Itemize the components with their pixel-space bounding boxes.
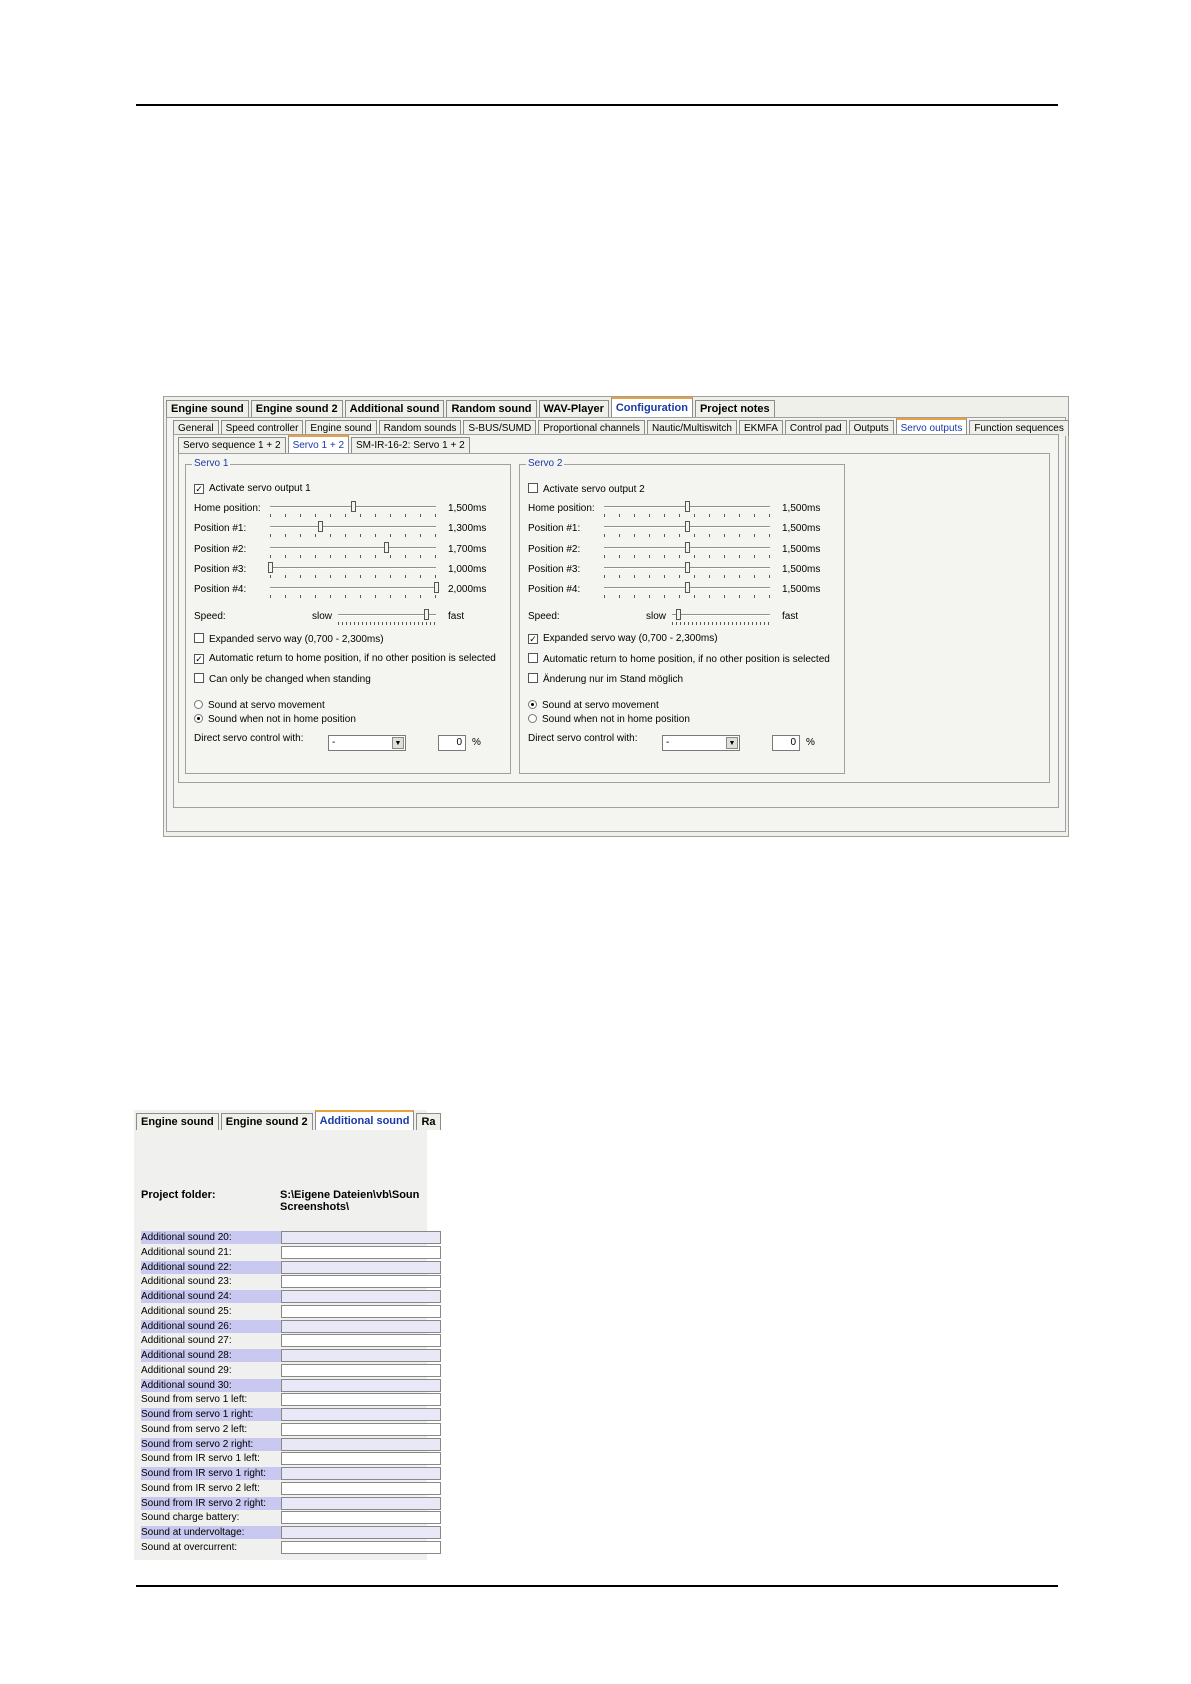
servo2-position-value: 1,500ms (782, 563, 821, 575)
sound-file-field[interactable] (281, 1511, 441, 1524)
config-tab-s-bus-sumd[interactable]: S-BUS/SUMD (463, 420, 536, 436)
servo2-speed-thumb[interactable] (676, 609, 681, 620)
servo2-position-label: Position #2: (528, 543, 581, 555)
sound-row-label: Sound from servo 1 right: (141, 1408, 281, 1421)
sound-row (141, 1423, 431, 1437)
main-tab-additional-sound[interactable]: Additional sound (345, 400, 445, 417)
sound-row-label: Additional sound 24: (141, 1290, 281, 1303)
sound-row-label: Additional sound 27: (141, 1335, 232, 1347)
servo1-position-value: 1,000ms (448, 563, 487, 575)
sound-row (141, 1438, 431, 1452)
servo2-slider-thumb[interactable] (685, 542, 690, 553)
sound-tab-ra[interactable]: Ra (416, 1113, 440, 1130)
servo2-activate-checkbox[interactable] (528, 483, 538, 493)
servo1-slider-ticks (270, 575, 436, 578)
sound-row-label: Sound from servo 2 left: (141, 1423, 248, 1435)
servo2-position-value: 1,500ms (782, 584, 821, 596)
sound-row (141, 1526, 431, 1540)
sound-file-field[interactable] (281, 1364, 441, 1377)
servo2-speed-label: Speed: (528, 611, 560, 622)
sound-row-label: Sound from IR servo 1 left: (141, 1453, 260, 1465)
servo1-auto-return-checkbox[interactable]: ✓ (195, 654, 203, 664)
config-tab-ekmfa[interactable]: EKMFA (739, 420, 783, 436)
servo1-slider-ticks (270, 514, 436, 517)
servo1-speed-thumb[interactable] (424, 609, 429, 620)
servo1-speed-slider[interactable] (338, 612, 436, 626)
servo1-auto-return-row[interactable] (194, 653, 496, 664)
sound-row (141, 1334, 431, 1348)
servo2-chevron-down-icon[interactable]: ▼ (726, 737, 738, 749)
sound-row (141, 1364, 431, 1378)
servo1-expanded-row[interactable] (194, 633, 384, 645)
sound-row-label: Additional sound 26: (141, 1320, 281, 1333)
servo2-standing-label: Änderung nur im Stand möglich (543, 674, 684, 685)
sound-row-label: Additional sound 29: (141, 1364, 232, 1376)
servo1-slider-track (270, 587, 436, 589)
servo-tab-servo-sequence-1-2[interactable]: Servo sequence 1 + 2 (178, 437, 286, 453)
servo-2-group (519, 458, 845, 774)
sound-tab-additional-sound[interactable]: Additional sound (315, 1110, 415, 1130)
servo1-position-label: Position #1: (194, 523, 247, 535)
main-tab-configuration[interactable]: Configuration (611, 397, 693, 417)
servo1-title: Servo 1 (194, 458, 229, 469)
sound-row-label: Additional sound 22: (141, 1261, 281, 1274)
servo2-position-label: Home position: (528, 503, 595, 514)
sound-file-field[interactable] (281, 1320, 441, 1333)
servo2-radio1-label: Sound at servo movement (542, 700, 659, 711)
sound-row (141, 1467, 431, 1481)
sound-file-field[interactable] (281, 1379, 441, 1392)
servo2-position-label: Position #4: (528, 584, 581, 596)
servo1-position-slider[interactable] (270, 524, 436, 538)
servo2-direct-label: Direct servo control with: (528, 733, 638, 744)
servo1-position-label: Position #3: (194, 563, 247, 575)
servo2-speed-slider[interactable] (672, 612, 770, 626)
sound-row-label: Additional sound 23: (141, 1276, 232, 1288)
sound-row-label: Additional sound 30: (141, 1379, 281, 1392)
sound-file-field[interactable] (281, 1423, 441, 1436)
sound-row (141, 1261, 431, 1275)
sound-file-field[interactable] (281, 1497, 441, 1510)
servo-tab-bar (178, 435, 472, 453)
sound-file-field[interactable] (281, 1438, 441, 1451)
servo2-auto-return-checkbox[interactable] (528, 653, 538, 663)
sound-row (141, 1408, 431, 1422)
servo1-chevron-down-icon[interactable]: ▼ (392, 737, 404, 749)
servo2-direct-select[interactable] (662, 735, 740, 751)
servo2-expanded-label: Expanded servo way (0,700 - 2,300ms) (543, 633, 718, 644)
sound-row (141, 1452, 431, 1466)
servo1-position-label: Position #2: (194, 543, 247, 555)
sound-row (141, 1305, 431, 1319)
config-tab-random-sounds[interactable]: Random sounds (379, 420, 462, 436)
servo1-activate-row[interactable] (194, 483, 311, 494)
servo1-slider-track (270, 547, 436, 549)
servo2-slider-ticks (604, 575, 770, 578)
additional-sound-window (134, 1110, 436, 1560)
servo2-radio2-label: Sound when not in home position (542, 714, 690, 725)
servo-outputs-panel (173, 434, 1059, 808)
servo1-slider-thumb[interactable] (318, 521, 323, 532)
sound-row (141, 1320, 431, 1334)
servo1-position-slider[interactable] (270, 545, 436, 559)
servo1-speed-label: Speed: (194, 611, 226, 622)
config-tab-outputs[interactable]: Outputs (849, 420, 894, 436)
servo1-radio1-label: Sound at servo movement (208, 700, 325, 711)
servo1-expanded-label: Expanded servo way (0,700 - 2,300ms) (209, 634, 384, 645)
servo-config-window (163, 396, 1069, 837)
servo2-direct-value: - (666, 737, 670, 748)
servo1-position-label: Position #4: (194, 584, 247, 596)
sound-file-field[interactable] (281, 1393, 441, 1406)
servo1-radio2-row[interactable] (194, 714, 356, 725)
header-rule (136, 104, 1058, 106)
sound-row (141, 1231, 431, 1245)
servo2-radio1-row[interactable] (528, 700, 659, 711)
sound-row (141, 1497, 431, 1511)
servo1-position-value: 2,000ms (448, 584, 487, 596)
sound-row-label: Sound from servo 1 left: (141, 1394, 248, 1406)
servo1-direct-label: Direct servo control with: (194, 733, 304, 744)
servo2-expanded-checkbox[interactable]: ✓ (529, 634, 537, 644)
main-tab-engine-sound[interactable]: Engine sound (166, 400, 249, 417)
config-tab-nautic-multiswitch[interactable]: Nautic/Multiswitch (647, 420, 737, 436)
sound-file-field[interactable] (281, 1349, 441, 1362)
servo2-standing-checkbox[interactable] (528, 673, 538, 683)
shot2-tab-bar (136, 1110, 443, 1130)
servo1-position-slider[interactable] (270, 565, 436, 579)
sound-row (141, 1482, 431, 1496)
sound-file-field[interactable] (281, 1290, 441, 1303)
config-tab-function-sequences[interactable]: Function sequences (969, 420, 1069, 436)
servo1-speed-track (338, 614, 436, 616)
sound-row-label: Additional sound 28: (141, 1349, 281, 1362)
sound-row (141, 1290, 431, 1304)
sound-tab-engine-sound[interactable]: Engine sound (136, 1113, 219, 1130)
main-tab-engine-sound-2[interactable]: Engine sound 2 (251, 400, 343, 417)
sound-file-field[interactable] (281, 1482, 441, 1495)
sound-file-field[interactable] (281, 1452, 441, 1465)
servo2-percent-unit: % (806, 737, 815, 748)
servo2-slider-thumb[interactable] (685, 521, 690, 532)
servo2-auto-return-label: Automatic return to home position, if no other position is selected (543, 654, 830, 665)
servo1-position-value: 1,700ms (448, 543, 487, 555)
sound-row (141, 1541, 431, 1555)
sound-file-field[interactable] (281, 1261, 441, 1274)
servo2-position-slider[interactable] (604, 545, 770, 559)
servo1-slider-track (270, 526, 436, 528)
servo1-expanded-checkbox[interactable] (194, 633, 204, 643)
servo1-slider-ticks (270, 555, 436, 558)
servo1-slider-track (270, 567, 436, 569)
servo1-direct-select[interactable] (328, 735, 406, 751)
servo1-slider-thumb[interactable] (384, 542, 389, 553)
sound-row (141, 1275, 431, 1289)
servo1-speed-ticks (338, 622, 436, 625)
servo1-slider-ticks (270, 595, 436, 598)
servo-1-group (185, 458, 511, 774)
servo2-fast-label: fast (782, 611, 799, 622)
servo2-slider-thumb[interactable] (685, 562, 690, 573)
servo2-position-value: 1,500ms (782, 503, 821, 514)
servo1-fast-label: fast (448, 611, 465, 622)
sound-file-field[interactable] (281, 1305, 441, 1318)
sound-row-label: Sound charge battery: (141, 1512, 240, 1524)
servo2-radio1-radio[interactable] (528, 700, 537, 709)
servo2-activate-label: Activate servo output 2 (543, 484, 645, 495)
sound-row-label: Sound from IR servo 1 right: (141, 1467, 281, 1480)
project-folder-line-2: Screenshots\ (280, 1201, 350, 1213)
config-tab-general[interactable]: General (173, 420, 219, 436)
servo2-position-slider[interactable] (604, 524, 770, 538)
servo1-radio2-label: Sound when not in home position (208, 714, 356, 725)
footer-rule (136, 1585, 1058, 1587)
servo1-percent-unit: % (472, 737, 481, 748)
servo2-percent-input[interactable]: 0 (772, 735, 800, 751)
servo1-radio1-row[interactable] (194, 700, 325, 711)
config-tab-engine-sound[interactable]: Engine sound (305, 420, 376, 436)
servo2-expanded-row[interactable] (528, 633, 718, 644)
main-tab-wav-player[interactable]: WAV-Player (539, 400, 609, 417)
servo1-activate-checkbox[interactable]: ✓ (195, 484, 203, 494)
servo1-activate-label: Activate servo output 1 (209, 483, 311, 494)
sound-tab-engine-sound-2[interactable]: Engine sound 2 (221, 1113, 313, 1130)
servo1-position-label: Home position: (194, 503, 261, 514)
servo1-position-value: 1,500ms (448, 503, 487, 514)
main-tab-bar (166, 397, 777, 417)
sound-row-label: Sound from IR servo 2 left: (141, 1482, 260, 1494)
sound-file-field[interactable] (281, 1334, 441, 1347)
servo2-position-value: 1,500ms (782, 523, 821, 535)
sound-row-label: Additional sound 25: (141, 1305, 232, 1317)
sound-file-field[interactable] (281, 1275, 441, 1288)
servo1-direct-value: - (332, 737, 336, 748)
servo2-slider-ticks (604, 555, 770, 558)
configuration-panel (166, 417, 1066, 832)
config-tab-speed-controller[interactable]: Speed controller (221, 420, 304, 436)
config-tab-servo-outputs[interactable]: Servo outputs (896, 418, 968, 436)
servo2-radio2-radio[interactable] (528, 714, 537, 723)
sound-row-label: Additional sound 21: (141, 1246, 232, 1258)
servo1-slider-thumb[interactable] (351, 501, 356, 512)
servo2-slider-ticks (604, 595, 770, 598)
project-folder-line-1: S:\Eigene Dateien\vb\Soun (280, 1189, 420, 1201)
servo2-slider-ticks (604, 514, 770, 517)
main-tab-project-notes[interactable]: Project notes (695, 400, 775, 417)
servo1-slider-ticks (270, 534, 436, 537)
servo2-standing-row[interactable] (528, 673, 683, 685)
servo2-position-slider[interactable] (604, 504, 770, 518)
servo1-slider-thumb[interactable] (268, 562, 273, 573)
servo2-radio2-row[interactable] (528, 714, 690, 725)
project-folder-label: Project folder: (141, 1189, 216, 1201)
servo2-speed-ticks (672, 622, 770, 625)
servo1-standing-row[interactable] (194, 673, 371, 685)
servo2-position-slider[interactable] (604, 585, 770, 599)
servo1-percent-input[interactable]: 0 (438, 735, 466, 751)
servo1-position-value: 1,300ms (448, 523, 487, 535)
servo2-position-slider[interactable] (604, 565, 770, 579)
servo1-standing-label: Can only be changed when standing (209, 674, 371, 685)
servo1-slider-thumb[interactable] (434, 582, 439, 593)
servo2-slow-label: slow (646, 611, 667, 622)
servo1-position-slider[interactable] (270, 504, 436, 518)
servo1-standing-checkbox[interactable] (194, 673, 204, 683)
config-tab-proportional-channels[interactable]: Proportional channels (538, 420, 645, 436)
sound-row (141, 1246, 431, 1260)
sound-row (141, 1511, 431, 1525)
servo1-position-slider[interactable] (270, 585, 436, 599)
sound-row-label: Sound at overcurrent: (141, 1541, 238, 1553)
servo2-slider-thumb[interactable] (685, 501, 690, 512)
sound-file-field[interactable] (281, 1246, 441, 1259)
sound-row (141, 1379, 431, 1393)
servo2-position-label: Position #1: (528, 523, 581, 535)
sound-row (141, 1349, 431, 1363)
servo2-slider-ticks (604, 534, 770, 537)
sound-file-field[interactable] (281, 1467, 441, 1480)
config-tab-control-pad[interactable]: Control pad (785, 420, 847, 436)
main-tab-random-sound[interactable]: Random sound (446, 400, 536, 417)
servo2-title: Servo 2 (528, 458, 563, 469)
sound-row (141, 1393, 431, 1407)
servo2-speed-track (672, 614, 770, 616)
servo2-position-value: 1,500ms (782, 543, 821, 555)
servo-tab-servo-1-2[interactable]: Servo 1 + 2 (288, 435, 349, 453)
sound-file-field[interactable] (281, 1526, 441, 1539)
servo1-radio1-radio[interactable] (194, 700, 203, 709)
servo2-activate-row[interactable] (528, 483, 645, 495)
servo2-position-label: Position #3: (528, 563, 581, 575)
servo1-slow-label: slow (312, 611, 333, 622)
servo-1-2-panel (178, 453, 1050, 783)
sound-row-label: Sound from servo 2 right: (141, 1438, 281, 1451)
servo2-slider-thumb[interactable] (685, 582, 690, 593)
sound-row-label: Additional sound 20: (141, 1231, 281, 1244)
project-folder-value (280, 1189, 419, 1213)
servo1-radio2-radio[interactable] (194, 714, 203, 723)
sound-file-field[interactable] (281, 1231, 441, 1244)
sound-row-label: Sound at undervoltage: (141, 1526, 281, 1539)
sound-file-field[interactable] (281, 1408, 441, 1421)
sound-row-label: Sound from IR servo 2 right: (141, 1497, 281, 1510)
servo2-auto-return-row[interactable] (528, 653, 830, 665)
servo1-auto-return-label: Automatic return to home position, if no other position is selected (209, 653, 496, 664)
servo-tab-sm-ir-16-2-servo-1-2[interactable]: SM-IR-16-2: Servo 1 + 2 (351, 437, 470, 453)
sound-file-field[interactable] (281, 1541, 441, 1554)
